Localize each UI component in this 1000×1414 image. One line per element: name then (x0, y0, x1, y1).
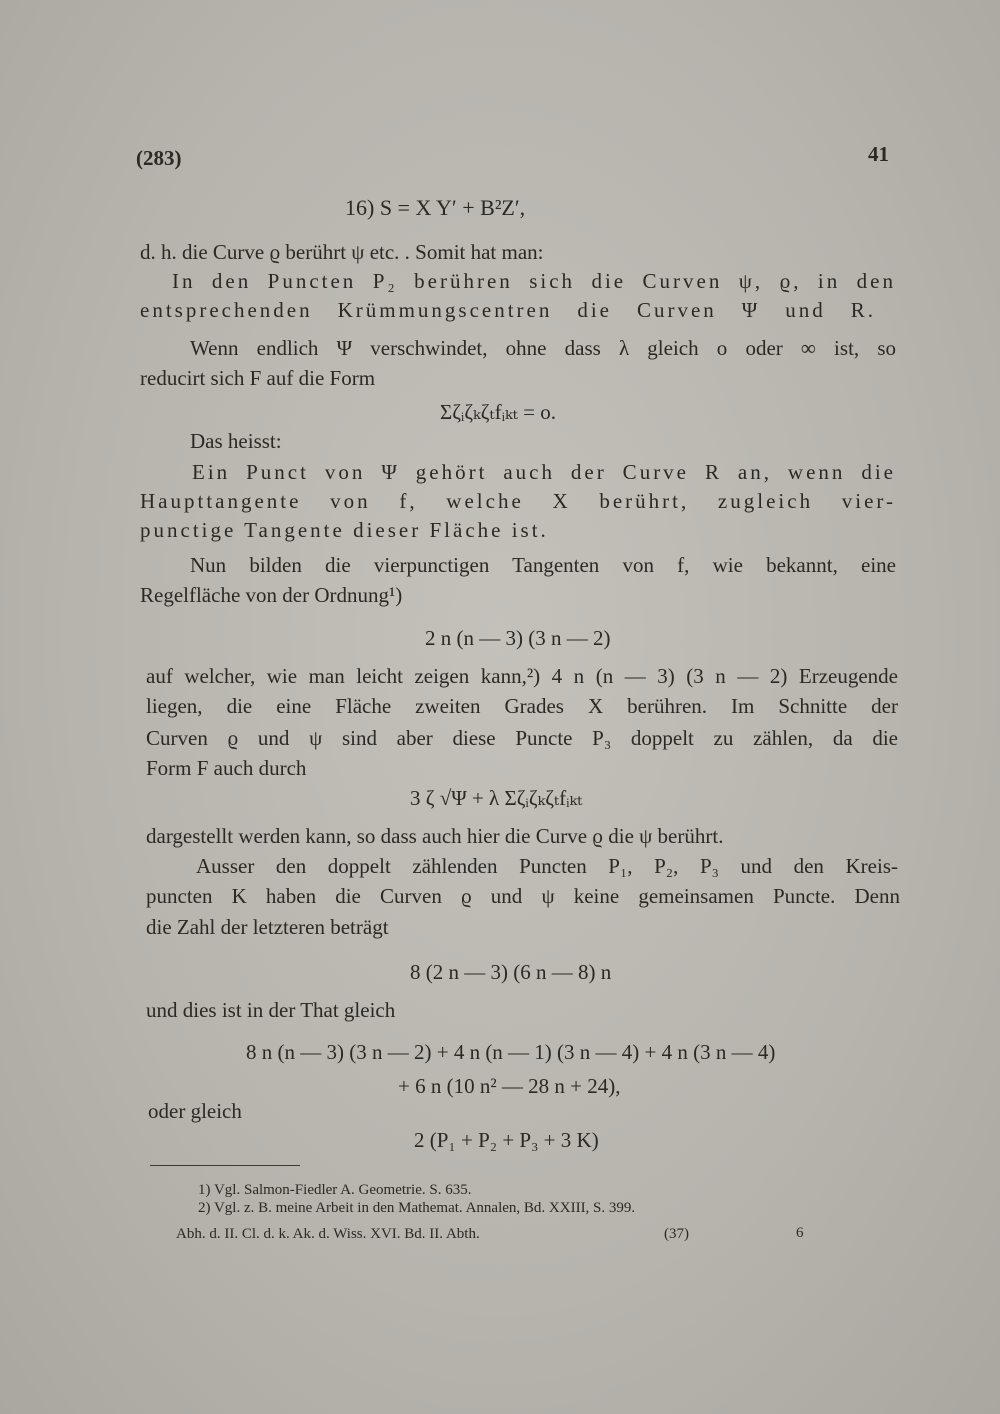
text-line: Regelfläche von der Ordnung¹) (140, 583, 403, 607)
text-line: Wenn endlich Ψ verschwindet, ohne dass λ gleich o oder ∞ ist, so (190, 336, 896, 360)
page-header-left: (283) (136, 146, 182, 170)
text-line: punctige Tangente dieser Fläche ist. (140, 518, 549, 542)
formula: 8 (2 n — 3) (6 n — 8) n (410, 960, 612, 984)
text-line: die Zahl der letzteren beträgt (146, 915, 389, 939)
text-line: Haupttangente von f, welche X berührt, zugleich vier- (140, 489, 896, 513)
text-line: Das heisst: (190, 429, 282, 453)
formula: 3 ζ √Ψ + λ Σζᵢζₖζₜfᵢₖₜ (410, 786, 583, 810)
text-line: puncten K haben die Curven ϱ und ψ keine gemeinsamen Puncte. Denn (146, 884, 900, 908)
footnote-rule (150, 1165, 300, 1166)
equation-16: 16) S = X Y′ + B²Z′, (345, 195, 526, 220)
text-line: entsprechenden Krümmungscentren die Curven Ψ und R. (140, 298, 876, 322)
footer-signature: 6 (796, 1225, 804, 1241)
text-line: Ausser den doppelt zählenden Puncten P₁, P₂, P₃ und den Kreis- (196, 854, 898, 878)
text-line: auf welcher, wie man leicht zeigen kann,²) 4 n (n — 3) (3 n — 2) Erzeugende (146, 664, 898, 688)
page-number: 41 (868, 142, 889, 166)
text-line: Nun bilden die vierpunctigen Tangenten von f, wie bekannt, eine (190, 553, 896, 577)
text-line: Curven ϱ und ψ sind aber diese Puncte P₃ doppelt zu zählen, da die (146, 726, 898, 750)
text-line: reducirt sich F auf die Form (140, 366, 376, 390)
text-line: dargestellt werden kann, so dass auch hier die Curve ϱ die ψ berührt. (146, 824, 724, 848)
formula: 8 n (n — 3) (3 n — 2) + 4 n (n — 1) (3 n — 4) + 4 n (3 n — 4) (246, 1040, 776, 1064)
footnote-2: 2) Vgl. z. B. meine Arbeit in den Mathemat. Annalen, Bd. XXIII, S. 399. (198, 1200, 636, 1216)
text-line: In den Puncten P₂ berühren sich die Curven ψ, ϱ, in den (172, 269, 896, 293)
formula: 2 (P₁ + P₂ + P₃ + 3 K) (414, 1128, 599, 1152)
text-line: oder gleich (148, 1099, 242, 1123)
formula: + 6 n (10 n² — 28 n + 24), (398, 1074, 621, 1098)
text-line: liegen, die eine Fläche zweiten Grades X berühren. Im Schnitte der (146, 694, 898, 718)
formula: 2 n (n — 3) (3 n — 2) (425, 626, 611, 650)
footnote-1: 1) Vgl. Salmon-Fiedler A. Geometrie. S. 635. (198, 1182, 472, 1198)
footer-sheet-number: (37) (664, 1226, 689, 1242)
text-line: d. h. die Curve ϱ berührt ψ etc. . Somit hat man: (140, 240, 544, 264)
formula: Σζᵢζₖζₜfᵢₖₜ = o. (440, 400, 556, 424)
text-line: Ein Punct von Ψ gehört auch der Curve R an, wenn die (192, 460, 896, 484)
text-line: Form F auch durch (146, 756, 307, 780)
text-line: und dies ist in der That gleich (146, 998, 396, 1022)
footer-publication: Abh. d. II. Cl. d. k. Ak. d. Wiss. XVI. Bd. II. Abth. (176, 1226, 480, 1242)
